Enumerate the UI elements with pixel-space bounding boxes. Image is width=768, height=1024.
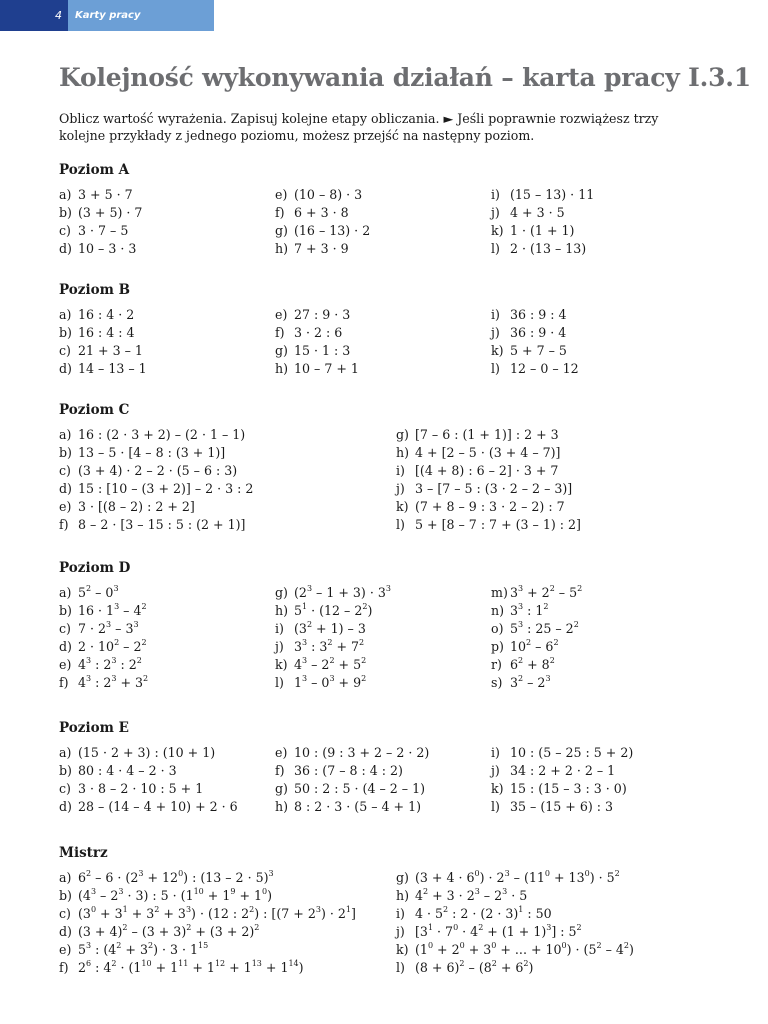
- exercise-item: [275, 360, 359, 378]
- exercise-item: [396, 462, 581, 480]
- section-heading: Poziom A: [59, 162, 130, 178]
- exercise-expression: 3 + 5 · 7: [78, 187, 133, 202]
- exercise-item: [59, 480, 253, 498]
- exercise-expression: (10 – 8) · 3: [294, 187, 363, 202]
- exercise-label: b): [59, 603, 72, 618]
- exercise-expression: 5 + [8 – 7 : 7 + (3 – 1) : 2]: [415, 517, 581, 532]
- exercise-item: [396, 480, 581, 498]
- exercise-item: [396, 887, 634, 905]
- exercise-expression: 3 · 8 – 2 · 10 : 5 + 1: [78, 781, 204, 796]
- exercise-expression: $4^3$ : $2^3$ : $2^2$: [78, 655, 142, 672]
- exercise-label: g): [275, 343, 288, 358]
- exercise-label: e): [59, 942, 72, 957]
- exercise-label: e): [59, 657, 72, 672]
- exercise-item: [59, 620, 148, 638]
- exercise-item: [59, 240, 142, 258]
- exercise-expression: $1^3 - 0^3 + 9^2$: [294, 673, 367, 690]
- exercise-label: m): [491, 585, 508, 600]
- exercise-label: b): [59, 888, 72, 903]
- exercise-item: [275, 638, 391, 656]
- exercise-column: [491, 744, 633, 816]
- exercise-item: [59, 360, 147, 378]
- exercise-label: d): [59, 639, 72, 654]
- exercise-expression: 50 : 2 : 5 · (4 – 2 – 1): [294, 781, 426, 796]
- exercise-columns: [59, 744, 719, 816]
- exercise-item: [491, 240, 594, 258]
- exercise-item: [396, 516, 581, 534]
- exercise-label: j): [491, 763, 500, 778]
- exercise-expression: (15 · 2 + 3) : (10 + 1): [78, 745, 216, 760]
- exercise-item: [59, 798, 238, 816]
- exercise-expression: 12 – 0 – 12: [510, 361, 579, 376]
- exercise-expression: 34 : 2 + 2 · 2 – 1: [510, 763, 616, 778]
- exercise-label: g): [275, 781, 288, 796]
- exercise-label: f): [59, 675, 69, 690]
- exercise-expression: 15 : [10 – (3 + 2)] – 2 · 3 : 2: [78, 481, 254, 496]
- exercise-item: [275, 204, 370, 222]
- exercise-column: [275, 306, 359, 378]
- exercise-label: f): [275, 325, 285, 340]
- exercise-expression: $(3 + 4)^2 - (3 + 3)^2 + (3 + 2)^2$: [78, 922, 260, 939]
- exercise-label: j): [491, 205, 500, 220]
- exercise-label: e): [275, 187, 288, 202]
- exercise-expression: 27 : 9 · 3: [294, 307, 351, 322]
- header-section-title: Karty pracy: [75, 10, 141, 21]
- exercise-item: [396, 959, 634, 977]
- exercise-expression: 21 + 3 – 1: [78, 343, 143, 358]
- exercise-item: [491, 584, 582, 602]
- exercise-item: [491, 204, 594, 222]
- exercise-label: b): [59, 325, 72, 340]
- exercise-expression: $5^3$ : $(4^2 + 3^2) \cdot 3 \cdot 1^{15}$: [78, 940, 209, 957]
- exercise-column: [396, 869, 634, 977]
- exercise-expression: 14 – 13 – 1: [78, 361, 147, 376]
- exercise-expression: $(8 + 6)^2 - (8^2 + 6^2)$: [415, 958, 534, 975]
- exercise-label: c): [59, 906, 71, 921]
- exercise-item: [275, 780, 429, 798]
- exercise-expression: 15 · 1 : 3: [294, 343, 351, 358]
- section-poziom-c: [59, 401, 719, 534]
- exercise-label: j): [396, 481, 405, 496]
- exercise-label: i): [275, 621, 284, 636]
- exercise-columns: [59, 869, 719, 977]
- exercise-label: a): [59, 187, 72, 202]
- exercise-label: a): [59, 585, 72, 600]
- exercise-label: l): [396, 960, 405, 975]
- header-tab: [0, 0, 214, 31]
- exercise-item: [275, 584, 391, 602]
- exercise-item: [59, 656, 148, 674]
- exercise-label: k): [275, 657, 288, 672]
- exercise-expression: [(4 + 8) : 6 – 2] · 3 + 7: [415, 463, 559, 478]
- exercise-expression: 7 + 3 · 9: [294, 241, 349, 256]
- exercise-item: [59, 324, 147, 342]
- exercise-item: [396, 923, 634, 941]
- exercise-expression: 8 – 2 · [3 – 15 : 5 : (2 + 1)]: [78, 517, 246, 532]
- section-poziom-b: [59, 281, 719, 378]
- exercise-expression: $2^6$ : $4^2 \cdot (1^{10} + 1^{11} + 1^{12} + 1^{13} + 1^{14})$: [78, 958, 304, 975]
- exercise-label: l): [396, 517, 405, 532]
- exercise-item: [59, 204, 142, 222]
- exercise-label: k): [491, 781, 504, 796]
- exercise-item: [59, 498, 253, 516]
- page-title: Kolejność wykonywania działań – karta pracy I.3.1: [59, 63, 752, 92]
- exercise-item: [59, 638, 148, 656]
- exercise-column: [275, 584, 391, 692]
- exercise-label: o): [491, 621, 504, 636]
- exercise-label: d): [59, 361, 72, 376]
- exercise-label: g): [275, 223, 288, 238]
- exercise-item: [59, 602, 148, 620]
- exercise-item: [275, 762, 429, 780]
- exercise-label: b): [59, 445, 72, 460]
- exercise-label: e): [275, 745, 288, 760]
- exercise-columns: [59, 426, 719, 534]
- exercise-item: [275, 186, 370, 204]
- exercise-expression: 4 + [2 – 5 · (3 + 4 – 7)]: [415, 445, 561, 460]
- section-mistrz: [59, 844, 719, 977]
- exercise-item: [275, 222, 370, 240]
- section-heading: Mistrz: [59, 845, 108, 861]
- exercise-label: n): [491, 603, 505, 618]
- exercise-item: [491, 798, 633, 816]
- exercise-expression: (3 + 4) · 2 – 2 · (5 – 6 : 3): [78, 463, 238, 478]
- exercise-expression: $(4^3 - 2^3 \cdot 3)$ : $5 \cdot (1^{10} + 1^9 + 1^0)$: [78, 886, 273, 903]
- exercise-item: [59, 306, 147, 324]
- exercise-column: [491, 306, 579, 378]
- exercise-expression: 10 : (9 : 3 + 2 – 2 · 2): [294, 745, 430, 760]
- exercise-label: a): [59, 745, 72, 760]
- exercise-expression: 35 – (15 + 6) : 3: [510, 799, 614, 814]
- section-poziom-e: [59, 719, 719, 816]
- exercise-expression: (3 + 5) · 7: [78, 205, 143, 220]
- exercise-label: h): [275, 603, 289, 618]
- exercise-label: b): [59, 763, 72, 778]
- exercise-label: k): [396, 499, 409, 514]
- exercise-item: [59, 780, 238, 798]
- exercise-expression: $5^1 \cdot (12 - 2^2)$: [294, 601, 373, 618]
- page-number: 4: [0, 0, 68, 31]
- exercise-label: f): [275, 205, 285, 220]
- exercise-item: [491, 620, 582, 638]
- exercise-item: [59, 674, 148, 692]
- exercise-expression: $3^2 - 2^3$: [510, 673, 551, 690]
- exercise-column: [275, 744, 429, 816]
- exercise-label: d): [59, 924, 72, 939]
- exercise-label: i): [491, 745, 500, 760]
- exercise-label: e): [59, 499, 72, 514]
- exercise-item: [59, 516, 253, 534]
- exercise-expression: 10 – 7 + 1: [294, 361, 359, 376]
- exercise-column: [491, 186, 594, 258]
- exercise-item: [396, 941, 634, 959]
- exercise-item: [275, 342, 359, 360]
- exercise-label: c): [59, 621, 71, 636]
- exercise-expression: $(3^2 + 1) - 3$: [294, 619, 366, 636]
- exercise-expression: $3^3$ : $1^2$: [510, 601, 549, 618]
- exercise-expression: $5^2 - 0^3$: [78, 583, 119, 600]
- exercise-expression: 3 · 2 : 6: [294, 325, 343, 340]
- exercise-expression: 10 – 3 · 3: [78, 241, 137, 256]
- section-heading: Poziom E: [59, 720, 129, 736]
- exercise-expression: $4^2 + 3 \cdot 2^3 - 2^3 \cdot 5$: [415, 886, 528, 903]
- exercise-label: k): [491, 223, 504, 238]
- exercise-expression: (7 + 8 – 9 : 3 · 2 – 2) : 7: [415, 499, 565, 514]
- exercise-label: j): [275, 639, 284, 654]
- exercise-label: l): [275, 675, 284, 690]
- exercise-expression: 5 + 7 – 5: [510, 343, 567, 358]
- section-heading: Poziom D: [59, 560, 131, 576]
- exercise-label: c): [59, 463, 71, 478]
- section-poziom-d: [59, 559, 719, 692]
- exercise-column: [275, 186, 370, 258]
- exercise-expression: $7 \cdot 2^3 - 3^3$: [78, 619, 139, 636]
- exercise-column: [396, 426, 581, 534]
- exercise-column: [491, 584, 582, 692]
- section-poziom-a: [59, 161, 719, 258]
- exercise-expression: 6 + 3 · 8: [294, 205, 349, 220]
- exercise-expression: 80 : 4 · 4 – 2 · 3: [78, 763, 177, 778]
- exercise-expression: [7 – 6 : (1 + 1)] : 2 + 3: [415, 427, 559, 442]
- exercise-item: [275, 602, 391, 620]
- exercise-item: [59, 462, 253, 480]
- exercise-item: [59, 584, 148, 602]
- exercise-item: [275, 656, 391, 674]
- exercise-expression: $[3^1 \cdot 7^0 \cdot 4^2 + (1 + 1)^3]$ : $5^2$: [415, 922, 582, 939]
- exercise-item: [59, 905, 356, 923]
- exercise-label: k): [491, 343, 504, 358]
- exercise-expression: 10 : (5 – 25 : 5 + 2): [510, 745, 634, 760]
- exercise-item: [275, 306, 359, 324]
- exercise-item: [59, 869, 356, 887]
- exercise-column: [59, 186, 142, 258]
- exercise-label: h): [396, 888, 410, 903]
- exercise-item: [491, 656, 582, 674]
- exercise-expression: $(3 + 4 \cdot 6^0) \cdot 2^3 - (11^0 + 13^0) \cdot 5^2$: [415, 868, 620, 885]
- exercise-item: [59, 941, 356, 959]
- exercise-label: a): [59, 870, 72, 885]
- section-heading: Poziom B: [59, 282, 130, 298]
- exercise-expression: 1 · (1 + 1): [510, 223, 575, 238]
- exercise-columns: [59, 584, 719, 692]
- exercise-expression: $16 \cdot 1^3 - 4^2$: [78, 601, 147, 618]
- exercise-expression: ($1^0 + 2^0 + 3^0$ + ... + $10^0) \cdot (5^2 - 4^2)$: [415, 940, 634, 957]
- exercise-column: [59, 426, 253, 534]
- instructions: Oblicz wartość wyrażenia. Zapisuj kolejne etapy obliczania. ► Jeśli poprawnie rozwiążesz trzy kolejne przykłady z jednego poziomu, możesz przejść na następny poziom.: [59, 111, 659, 143]
- exercise-label: d): [59, 481, 72, 496]
- exercise-columns: [59, 306, 719, 378]
- exercise-label: f): [59, 960, 69, 975]
- section-heading: Poziom C: [59, 402, 130, 418]
- exercise-label: p): [491, 639, 504, 654]
- exercise-expression: $2 \cdot 10^2 - 2^2$: [78, 637, 147, 654]
- exercise-expression: $10^2 - 6^2$: [510, 637, 559, 654]
- exercise-item: [491, 222, 594, 240]
- exercise-label: f): [59, 517, 69, 532]
- exercise-expression: 16 : (2 · 3 + 2) – (2 · 1 – 1): [78, 427, 246, 442]
- exercise-expression: 13 – 5 · [4 – 8 : (3 + 1)]: [78, 445, 226, 460]
- exercise-item: [59, 222, 142, 240]
- exercise-expression: $(3^0 + 3^1 + 3^2 + 3^3) \cdot (12$ : $2^2$) : $[(7 + 2^3) \cdot 2^1]$: [78, 904, 356, 921]
- exercise-label: l): [491, 241, 500, 256]
- exercise-label: i): [396, 463, 405, 478]
- exercise-label: b): [59, 205, 72, 220]
- exercise-label: e): [275, 307, 288, 322]
- exercise-columns: [59, 186, 719, 258]
- exercise-label: g): [396, 870, 409, 885]
- exercise-label: h): [275, 799, 289, 814]
- exercise-item: [491, 324, 579, 342]
- exercise-item: [396, 426, 581, 444]
- exercise-expression: 2 · (13 – 13): [510, 241, 587, 256]
- exercise-column: [59, 584, 148, 692]
- exercise-item: [59, 762, 238, 780]
- exercise-expression: $4^3$ : $2^3 + 3^2$: [78, 673, 149, 690]
- exercise-label: i): [491, 187, 500, 202]
- exercise-item: [491, 342, 579, 360]
- exercise-label: i): [491, 307, 500, 322]
- exercise-expression: $3^3 + 2^2 - 5^2$: [510, 583, 583, 600]
- exercise-item: [491, 780, 633, 798]
- exercise-expression: 3 · 7 – 5: [78, 223, 129, 238]
- exercise-expression: $3^3$ : $3^2 + 7^2$: [294, 637, 365, 654]
- exercise-expression: (16 – 13) · 2: [294, 223, 371, 238]
- exercise-expression: (15 – 13) · 11: [510, 187, 595, 202]
- exercise-expression: 4 + 3 · 5: [510, 205, 565, 220]
- exercise-column: [59, 869, 356, 977]
- exercise-expression: $6^2 - 6 \cdot (2^3 + 12^0)$ : $(13 - 2 \cdot 5)^3$: [78, 868, 274, 885]
- exercise-label: a): [59, 307, 72, 322]
- exercise-item: [491, 638, 582, 656]
- exercise-item: [59, 444, 253, 462]
- exercise-expression: $4 \cdot 5^2$ : $2 \cdot (2 \cdot 3)^1$ : 50: [415, 904, 552, 921]
- exercise-item: [59, 959, 356, 977]
- exercise-item: [59, 426, 253, 444]
- exercise-expression: $4^3 - 2^2 + 5^2$: [294, 655, 367, 672]
- exercise-label: j): [491, 325, 500, 340]
- exercise-item: [275, 240, 370, 258]
- exercise-expression: $6^2 + 8^2$: [510, 655, 555, 672]
- exercise-expression: 8 : 2 · 3 · (5 – 4 + 1): [294, 799, 422, 814]
- exercise-item: [59, 887, 356, 905]
- exercise-label: k): [396, 942, 409, 957]
- exercise-item: [491, 360, 579, 378]
- exercise-expression: 36 : 9 · 4: [510, 325, 567, 340]
- exercise-label: l): [491, 799, 500, 814]
- exercise-label: j): [396, 924, 405, 939]
- exercise-label: h): [275, 241, 289, 256]
- exercise-item: [491, 306, 579, 324]
- exercise-label: h): [275, 361, 289, 376]
- exercise-item: [59, 186, 142, 204]
- exercise-item: [59, 342, 147, 360]
- exercise-item: [275, 798, 429, 816]
- exercise-expression: 36 : 9 : 4: [510, 307, 567, 322]
- exercise-expression: 28 – (14 – 4 + 10) + 2 · 6: [78, 799, 238, 814]
- exercise-item: [59, 923, 356, 941]
- exercise-expression: 16 : 4 · 2: [78, 307, 135, 322]
- exercise-expression: 36 : (7 – 8 : 4 : 2): [294, 763, 403, 778]
- exercise-expression: 3 – [7 – 5 : (3 · 2 – 2 – 3)]: [415, 481, 573, 496]
- exercise-label: a): [59, 427, 72, 442]
- exercise-item: [396, 444, 581, 462]
- exercise-item: [396, 905, 634, 923]
- exercise-column: [59, 306, 147, 378]
- exercise-label: g): [396, 427, 409, 442]
- exercise-label: l): [491, 361, 500, 376]
- exercise-item: [275, 674, 391, 692]
- exercise-item: [491, 674, 582, 692]
- exercise-expression: 15 : (15 – 3 : 3 · 0): [510, 781, 627, 796]
- exercise-item: [491, 762, 633, 780]
- exercise-item: [396, 498, 581, 516]
- exercise-label: i): [396, 906, 405, 921]
- exercise-label: g): [275, 585, 288, 600]
- exercise-item: [396, 869, 634, 887]
- exercise-label: c): [59, 223, 71, 238]
- exercise-label: h): [396, 445, 410, 460]
- exercise-label: d): [59, 799, 72, 814]
- exercise-expression: 3 · [(8 – 2) : 2 + 2]: [78, 499, 195, 514]
- exercise-label: c): [59, 781, 71, 796]
- exercise-item: [275, 620, 391, 638]
- exercise-label: r): [491, 657, 502, 672]
- exercise-label: c): [59, 343, 71, 358]
- exercise-expression: $5^3$ : $25 - 2^2$: [510, 619, 579, 636]
- exercise-item: [491, 186, 594, 204]
- exercise-item: [491, 602, 582, 620]
- exercise-column: [59, 744, 238, 816]
- exercise-item: [59, 744, 238, 762]
- exercise-label: d): [59, 241, 72, 256]
- exercise-item: [491, 744, 633, 762]
- exercise-label: s): [491, 675, 503, 690]
- exercise-expression: 16 : 4 : 4: [78, 325, 135, 340]
- exercise-item: [275, 324, 359, 342]
- exercise-expression: $(2^3 - 1 + 3) \cdot 3^3$: [294, 583, 391, 600]
- exercise-label: f): [275, 763, 285, 778]
- exercise-item: [275, 744, 429, 762]
